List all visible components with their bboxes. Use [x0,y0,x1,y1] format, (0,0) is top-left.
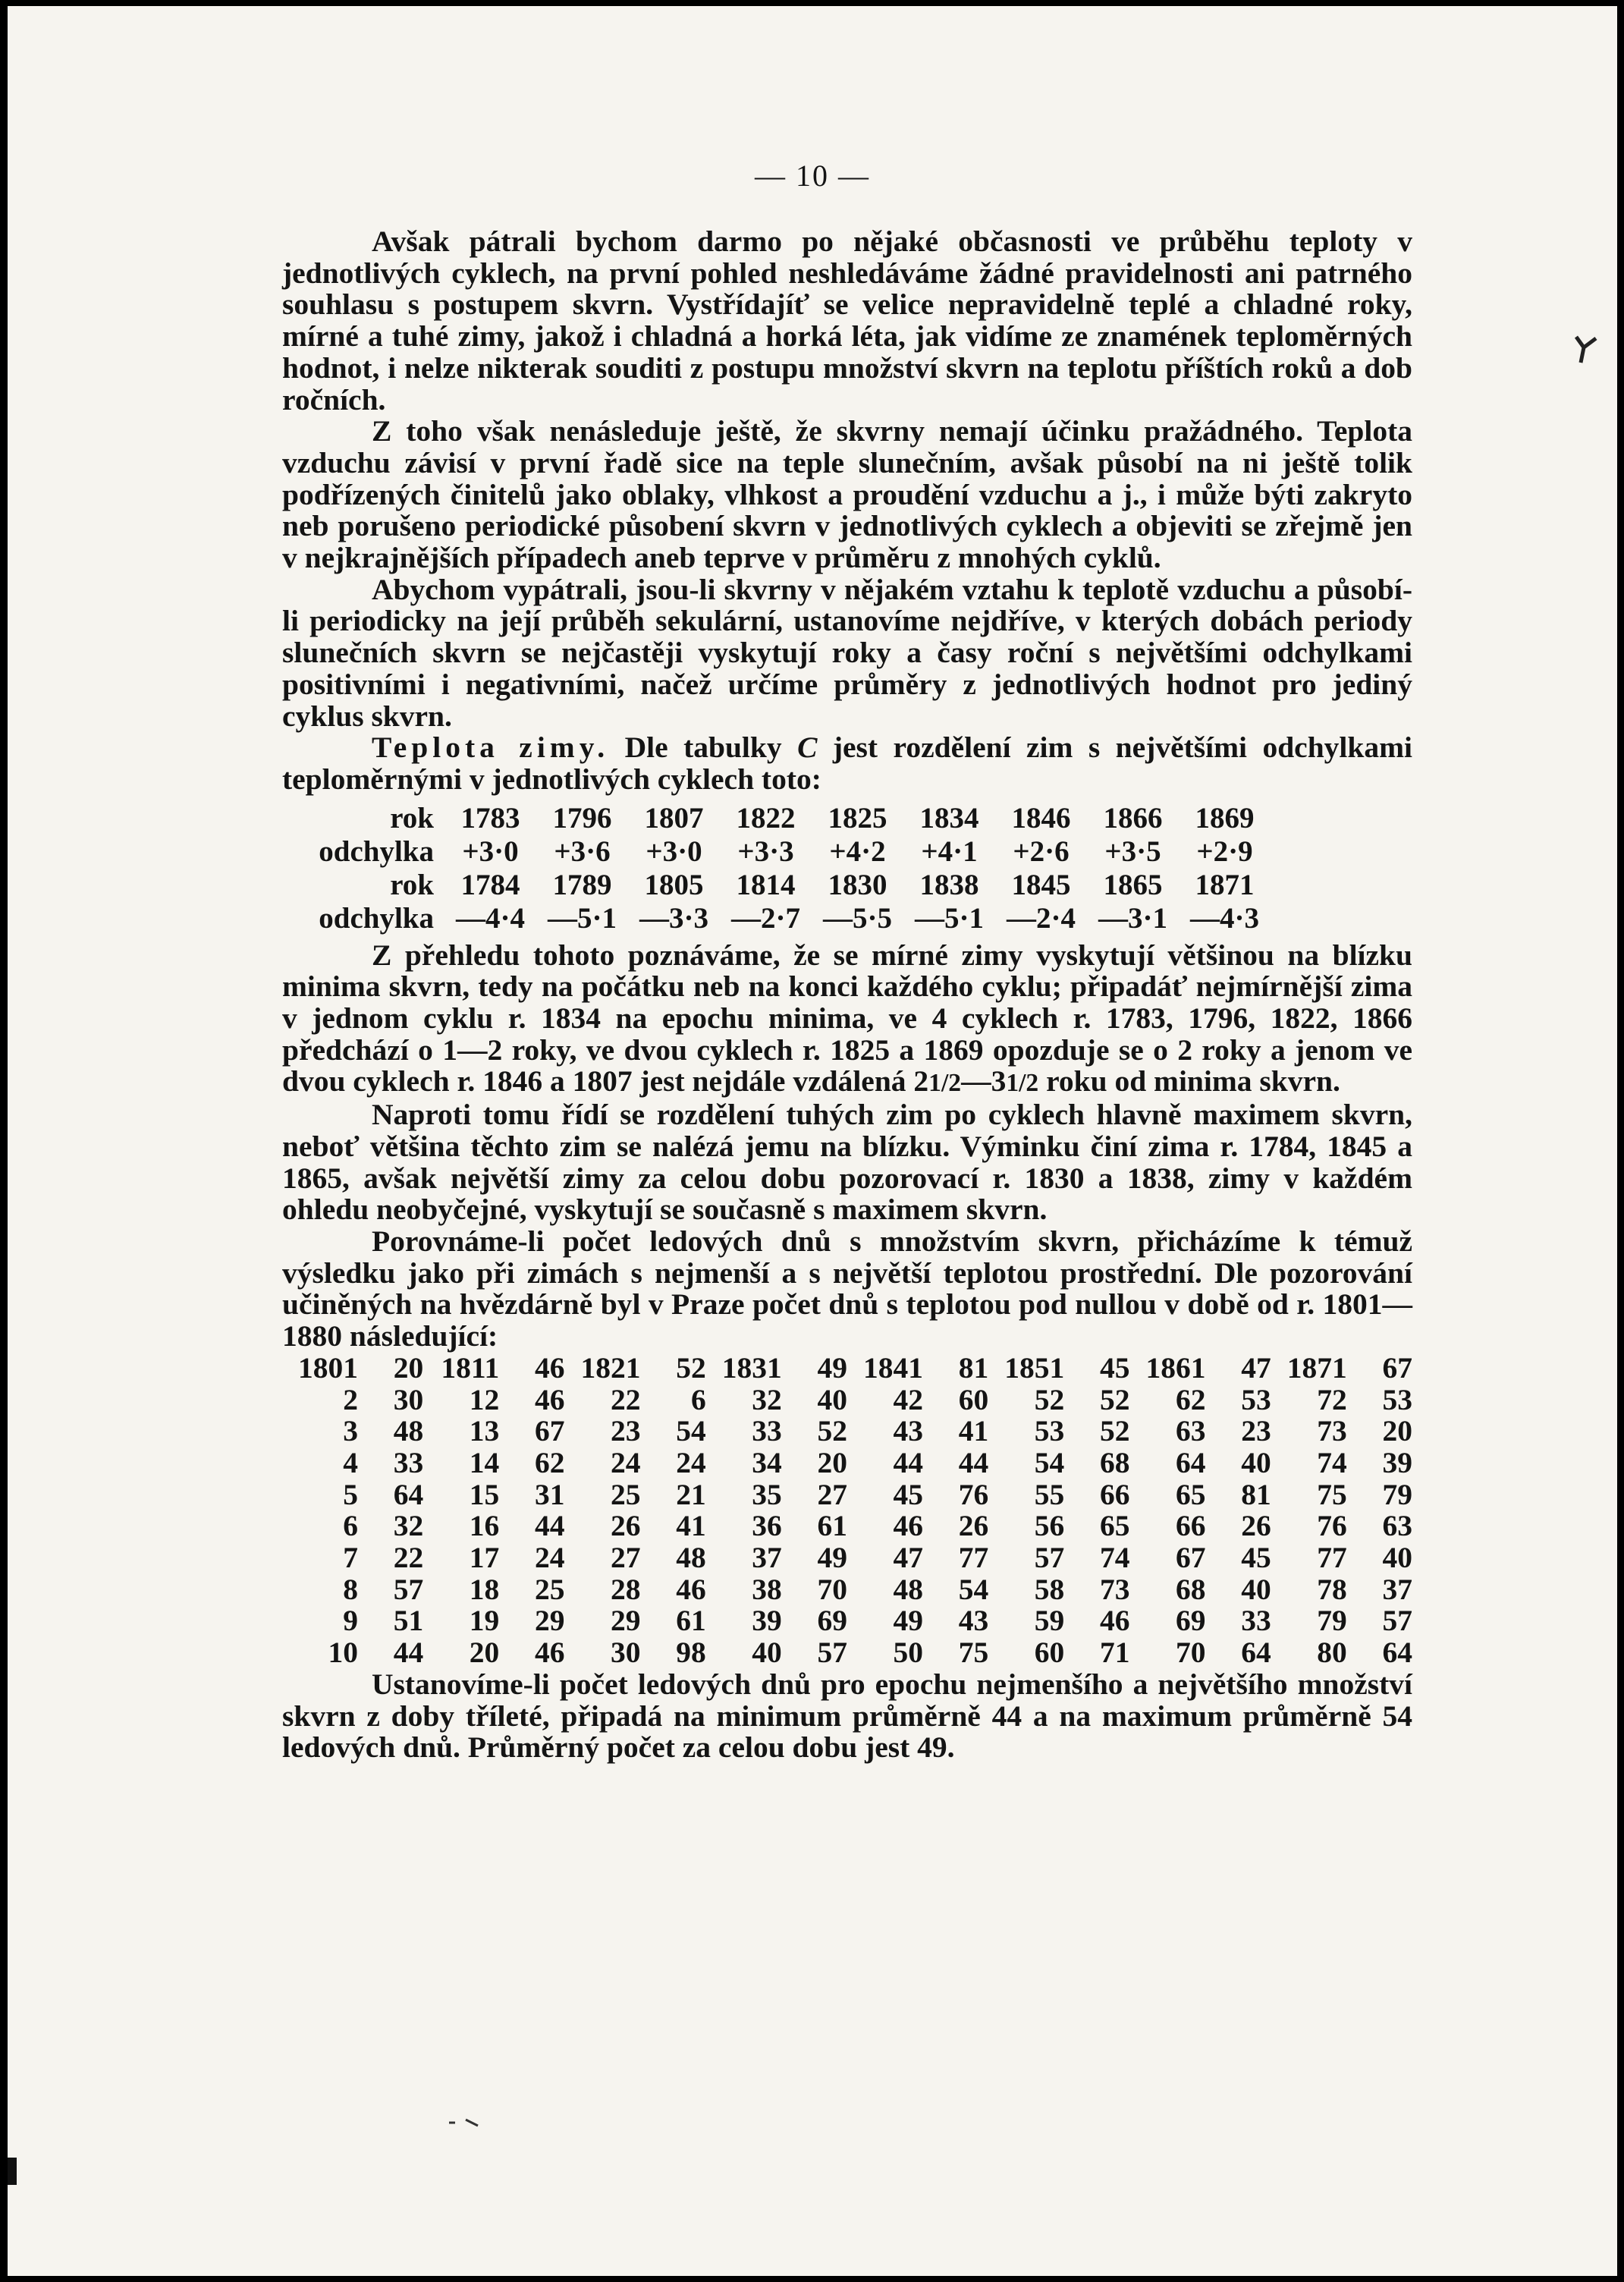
table-c-cell: +4·1 [921,835,978,868]
table-c-cell: 1846 [1011,801,1071,835]
table-ice-days-count: 81 [1241,1477,1271,1511]
table-ice-days-count: 53 [1382,1382,1412,1416]
table-ice-days-count: 39 [1382,1445,1412,1479]
table-ice-days-count: 21 [676,1477,706,1511]
table-ice-days-year: 13 [469,1414,500,1448]
table-ice-days-year: 62 [1176,1382,1206,1416]
table-ice-days-year: 76 [1317,1509,1347,1543]
table-ice-days [282,1350,1412,1670]
table-ice-days-count: 26 [1241,1509,1271,1543]
table-ice-days-row [282,1605,1412,1637]
table-ice-days-year: 64 [1176,1445,1206,1479]
table-ice-days-count: 65 [1100,1509,1130,1543]
table-ice-days-count: 46 [1100,1604,1130,1638]
table-ice-days-year: 17 [469,1541,500,1575]
table-c-cell: —3·3 [639,901,708,935]
table-ice-days-year: 23 [611,1414,641,1448]
table-ice-days-year: 1841 [863,1350,923,1385]
table-ice-days-count: 98 [676,1636,706,1670]
table-ice-days-year: 80 [1317,1636,1347,1670]
table-c-cell: —2·4 [1006,901,1076,935]
table-ice-days-count: 40 [817,1382,847,1416]
table-ice-days-count: 53 [1241,1382,1271,1416]
paragraph-4-text-b: jest rozdělení zim s největšími odchylkami teploměrnými v jednotlivých cyklech toto: [282,731,1412,796]
table-ice-days-count: 41 [958,1414,989,1448]
table-ice-days-year: 8 [343,1572,358,1606]
table-c-cell: —4·3 [1189,901,1259,935]
table-c-cell: +3·6 [554,835,611,868]
table-ice-days-year: 10 [328,1636,358,1670]
table-c-cell: 1814 [736,868,796,901]
table-ice-days-count: 24 [676,1445,706,1479]
table-ice-days-year: 45 [893,1477,923,1511]
table-ice-days-count: 40 [1241,1445,1271,1479]
table-ice-days-count: 40 [1241,1572,1271,1606]
table-c-cell: 1830 [828,868,887,901]
edge-scan-mark [8,2158,24,2191]
table-ice-days-year: 34 [752,1445,782,1479]
table-ice-days-year: 37 [752,1541,782,1575]
table-c-cell: +4·2 [829,835,886,868]
table-winter-deviations [282,802,1271,935]
table-c-cell: +3·3 [737,835,794,868]
table-ice-days-count: 75 [958,1636,989,1670]
speck-mark [448,2117,485,2129]
table-c-row [282,869,1271,902]
table-ice-days-count: 69 [817,1604,847,1638]
paragraph-5 [282,940,1412,1100]
table-c-row-label: rok [390,801,434,835]
table-c-cell: 1869 [1195,801,1255,835]
table-ice-days-count: 49 [817,1541,847,1575]
page-paper [8,6,1617,2276]
table-c-row [282,902,1271,935]
table-ice-days-year: 60 [1034,1636,1065,1670]
table-ice-days-count: 52 [1100,1382,1130,1416]
table-ice-days-count: 48 [393,1414,424,1448]
table-ice-days-count: 52 [676,1350,706,1385]
table-ice-days-count: 46 [535,1382,565,1416]
table-ice-days-year: 72 [1317,1382,1347,1416]
table-ice-days-year: 73 [1317,1414,1347,1448]
table-c-row-label: odchylka [319,901,434,935]
fraction-half-2: 1/2 [1006,1069,1039,1098]
table-ice-days-year: 18 [469,1572,500,1606]
table-ice-days-year: 1801 [298,1350,358,1385]
table-ice-days-count: 77 [958,1541,989,1575]
table-ice-days-count: 33 [393,1445,424,1479]
table-ice-days-year: 43 [893,1414,923,1448]
table-ice-days-count: 26 [958,1509,989,1543]
table-ice-days-year: 46 [893,1509,923,1543]
table-ice-days-count: 46 [676,1572,706,1606]
table-ice-days-year: 69 [1176,1604,1206,1638]
table-ice-days-count: 44 [958,1445,989,1479]
paragraph-1: Avšak pátrali bychom darmo po nějaké občasnosti ve průběhu teploty v jednotlivých cyklech, na první pohled neshledáváme žádné pravidelnosti ani patrného souhlasu s postupem skvrn. Vystřídajíť se velice nepravidelně teplé a chladné roky, mírné a tuhé zimy, jakož i chladná a horká léta, jak vidíme ze znamének teploměrných hodnot, i nelze nikterak souditi z postupu množství skvrn na teplotu příštích roků a dob ročních. [282,225,1412,416]
table-ice-days-count: 44 [393,1636,424,1670]
paragraph-3: Abychom vypátrali, jsou-li skvrny v nějakém vztahu k teplotě vzduchu a působí-li periodicky na její průběh sekulární, ustanovíme nejdříve, v kterých dobách periody slunečních skvrn se nejčastěji vyskytují roky a časy roční s největšími odchylkami positivními i negativními, načež určíme průměry z jednotlivých hodnot pro jediný cyklus skvrn. [282,572,1412,733]
table-ice-days-year: 67 [1176,1541,1206,1575]
table-ice-days-year: 40 [752,1636,782,1670]
table-ice-days-row [282,1385,1412,1416]
table-c-cell: 1796 [552,801,612,835]
paragraph-7: Porovnáme-li počet ledových dnů s množstvím skvrn, přicházíme k témuž výsledku jako při zimách s nejmenší a s největší teplotou prostřední. Dle pozorování učiněných na hvězdárně byl v Praze počet dnů s teplotou pod nullou v době od r. 1801—1880 následující: [282,1224,1412,1353]
table-ice-days-year: 30 [611,1636,641,1670]
table-ice-days-year: 14 [469,1445,500,1479]
table-ice-days-year: 36 [752,1509,782,1543]
table-ice-days-count: 20 [817,1445,847,1479]
table-ice-days-count: 64 [1382,1636,1412,1670]
table-ice-days-year: 47 [893,1541,923,1575]
table-c-cell: +3·0 [646,835,702,868]
table-ice-days-year: 74 [1317,1445,1347,1479]
table-ice-days-count: 61 [676,1604,706,1638]
table-ice-days-count: 23 [1241,1414,1271,1448]
table-c-cell: +3·5 [1104,835,1161,868]
table-c-cell: —3·1 [1098,901,1167,935]
table-ice-days-count: 52 [1100,1414,1130,1448]
table-c-cell: +2·6 [1013,835,1070,868]
table-ice-days-year: 70 [1176,1636,1206,1670]
table-ice-days-count: 70 [817,1572,847,1606]
table-ice-days-year: 9 [343,1604,358,1638]
table-ice-days-year: 2 [343,1382,358,1416]
table-c-row-label: odchylka [319,835,434,868]
table-ice-days-count: 76 [958,1477,989,1511]
paragraph-6: Naproti tomu řídí se rozdělení tuhých zim po cyklech hlavně maximem skvrn, neboť většina těchto zim se nalézá jemu na blízku. Výminku činí zima r. 1784, 1845 a 1865, avšak největší zimy za celou dobu pozorovací r. 1830 a 1838, zimy v každém ohledu neobyčejné, vyskytují se současně s maximem skvrn. [282,1098,1412,1227]
table-c-cell: 1805 [644,868,704,901]
table-ice-days-count: 79 [1382,1477,1412,1511]
table-ice-days-count: 81 [958,1350,989,1385]
table-c-cell: 1845 [1011,868,1071,901]
table-c-row [282,802,1271,835]
table-ice-days-year: 28 [611,1572,641,1606]
table-ice-days-count: 20 [393,1350,424,1385]
table-ice-days-row [282,1353,1412,1385]
paragraph-5-end: roku od minima skvrn. [1038,1064,1340,1099]
table-ice-days-count: 29 [535,1604,565,1638]
table-ice-days-year: 58 [1034,1572,1065,1606]
table-ice-days-year: 38 [752,1572,782,1606]
table-ice-days-year: 57 [1034,1541,1065,1575]
paragraph-4 [282,732,1412,795]
table-c-cell: —4·4 [455,901,525,935]
table-ice-days-count: 25 [535,1572,565,1606]
table-c-cell: +2·9 [1196,835,1253,868]
table-ice-days-count: 68 [1100,1445,1130,1479]
paragraph-4-text-a: Dle tabulky [609,731,798,765]
paragraph-5-text: Z přehledu tohoto poznáváme, že se mírné zimy vyskytují většinou na blízku minima skvrn, tedy na počátku neb na konci každého cyklu; připadáť nejmírnější zima v jednom cyklu r. 1834 na epochu minima, ve 4 cyklech r. 1783, 1796, 1822, 1866 předchází o 1—2 roky, ve dvou cyklech r. 1825 a 1869 opozduje se o 2 roky a jenom ve dvou cyklech r. 1846 a 1807 jest nejdále vzdálená 2 [282,938,1412,1099]
table-ice-days-year: 50 [893,1636,923,1670]
table-ice-days-year: 77 [1317,1541,1347,1575]
table-ice-days-year: 48 [893,1572,923,1606]
paragraph-8: Ustanovíme-li počet ledových dnů pro epochu nejmenšího a největšího množství skvrn z doby tříleté, připadá na minimum průměrně 44 a na maximum průměrně 54 ledových dnů. Průměrný počet za celou dobu jest 49. [282,1667,1412,1765]
table-ice-days-count: 24 [535,1541,565,1575]
table-ice-days-year: 27 [611,1541,641,1575]
table-ice-days-row [282,1416,1412,1447]
table-ice-days-year: 19 [469,1604,500,1638]
table-ice-days-count: 45 [1100,1350,1130,1385]
table-ice-days-count: 43 [958,1604,989,1638]
table-c-row [282,835,1271,869]
table-ice-days-year: 33 [752,1414,782,1448]
fraction-half-1: 1/2 [928,1069,962,1098]
table-c-cell: +3·0 [462,835,519,868]
table-ice-days-count: 22 [393,1541,424,1575]
section-heading-winter: Teplota zimy. [372,731,610,765]
table-ice-days-year: 26 [611,1509,641,1543]
table-ice-days-year: 35 [752,1477,782,1511]
table-ice-days-year: 24 [611,1445,641,1479]
table-ice-days-year: 32 [752,1382,782,1416]
table-ice-days-count: 47 [1241,1350,1271,1385]
table-ice-days-count: 20 [1382,1414,1412,1448]
table-c-cell: 1838 [919,868,979,901]
table-ice-days-count: 33 [1241,1604,1271,1638]
table-c-cell: 1784 [460,868,520,901]
table-ice-days-count: 66 [1100,1477,1130,1511]
table-ice-days-row [282,1479,1412,1511]
table-ice-days-year: 78 [1317,1572,1347,1606]
table-ice-days-year: 22 [611,1382,641,1416]
table-ice-days-row [282,1447,1412,1479]
table-ice-days-year: 16 [469,1509,500,1543]
table-c-cell: —5·1 [547,901,617,935]
table-ice-days-count: 44 [535,1509,565,1543]
table-ice-days-count: 54 [958,1572,989,1606]
table-ice-days-year: 1811 [441,1350,500,1385]
table-ice-days-count: 64 [393,1477,424,1511]
table-ice-days-year: 49 [893,1604,923,1638]
table-ice-days-row [282,1574,1412,1606]
table-ice-days-count: 57 [1382,1604,1412,1638]
table-ice-days-count: 73 [1100,1572,1130,1606]
table-ice-days-count: 49 [817,1350,847,1385]
table-ice-days-year: 15 [469,1477,500,1511]
table-ice-days-year: 39 [752,1604,782,1638]
table-ice-days-year: 68 [1176,1572,1206,1606]
table-ice-days-year: 54 [1034,1445,1065,1479]
table-ice-days-count: 40 [1382,1541,1412,1575]
table-ice-days-count: 27 [817,1477,847,1511]
table-ice-days-year: 1831 [721,1350,782,1385]
table-ice-days-count: 45 [1241,1541,1271,1575]
table-ice-days-year: 1861 [1145,1350,1206,1385]
table-ice-days-count: 48 [676,1541,706,1575]
table-ice-days-year: 53 [1034,1414,1065,1448]
table-c-cell: 1825 [828,801,887,835]
table-ice-days-row [282,1637,1412,1669]
table-ice-days-count: 31 [535,1477,565,1511]
table-ice-days-year: 1871 [1286,1350,1347,1385]
table-ref-c: C [797,731,818,765]
table-c-cell: 1871 [1195,868,1255,901]
table-ice-days-year: 75 [1317,1477,1347,1511]
table-c-cell: 1866 [1103,801,1163,835]
table-c-cell: —5·5 [822,901,892,935]
table-ice-days-year: 12 [469,1382,500,1416]
table-ice-days-count: 67 [1382,1350,1412,1385]
table-c-cell: —5·1 [914,901,984,935]
table-ice-days-count: 64 [1241,1636,1271,1670]
table-ice-days-count: 67 [535,1414,565,1448]
margin-scan-mark [1573,332,1604,366]
table-ice-days-year: 7 [343,1541,358,1575]
table-ice-days-count: 51 [393,1604,424,1638]
table-ice-days-year: 6 [343,1509,358,1543]
table-ice-days-year: 1821 [580,1350,641,1385]
page-content [282,226,1412,1764]
table-ice-days-year: 3 [343,1414,358,1448]
table-ice-days-count: 57 [393,1572,424,1606]
table-ice-days-count: 46 [535,1350,565,1385]
table-ice-days-count: 6 [691,1382,706,1416]
table-c-cell: 1783 [460,801,520,835]
table-ice-days-count: 60 [958,1382,989,1416]
table-ice-days-year: 55 [1034,1477,1065,1511]
table-ice-days-year: 52 [1034,1382,1065,1416]
table-c-cell: 1822 [736,801,796,835]
table-c-cell: 1789 [552,868,612,901]
table-ice-days-row [282,1542,1412,1574]
table-ice-days-count: 57 [817,1636,847,1670]
table-ice-days-year: 65 [1176,1477,1206,1511]
table-ice-days-year: 20 [469,1636,500,1670]
table-ice-days-count: 41 [676,1509,706,1543]
table-ice-days-count: 46 [535,1636,565,1670]
paragraph-2: Z toho však nenásleduje ještě, že skvrny nemají účinku pražádného. Teplota vzduchu závisí v první řadě sice na teple slunečním, avšak působí na ni ještě tolik podřízených činitelů jako oblaky, vlhkost a proudění vzduchu a j., i může býti zakryto neb porušeno periodické působení skvrn v jednotlivých cyklech a objeviti se zřejmě jen v nejkrajnějších případech aneb teprve v průměru z mnohých cyklů. [282,414,1412,575]
table-ice-days-count: 54 [676,1414,706,1448]
table-ice-days-year: 44 [893,1445,923,1479]
table-ice-days-year: 79 [1317,1604,1347,1638]
table-ice-days-count: 37 [1382,1572,1412,1606]
table-ice-days-year: 59 [1034,1604,1065,1638]
table-c-cell: —2·7 [730,901,800,935]
table-ice-days-year: 25 [611,1477,641,1511]
table-ice-days-year: 56 [1034,1509,1065,1543]
table-c-cell: 1865 [1103,868,1163,901]
table-ice-days-count: 32 [393,1509,424,1543]
table-ice-days-year: 4 [343,1445,358,1479]
table-ice-days-count: 52 [817,1414,847,1448]
table-ice-days-count: 62 [535,1445,565,1479]
table-ice-days-year: 66 [1176,1509,1206,1543]
table-ice-days-count: 30 [393,1382,424,1416]
table-ice-days-count: 63 [1382,1509,1412,1543]
table-c-cell: 1807 [644,801,704,835]
table-ice-days-year: 42 [893,1382,923,1416]
paragraph-5-mid: —3 [961,1064,1007,1099]
table-ice-days-count: 74 [1100,1541,1130,1575]
table-ice-days-row [282,1510,1412,1542]
table-ice-days-year: 1851 [1004,1350,1065,1385]
page-number: — 10 — [755,159,870,193]
table-ice-days-year: 5 [343,1477,358,1511]
table-c-row-label: rok [390,868,434,901]
table-ice-days-count: 71 [1100,1636,1130,1670]
table-c-cell: 1834 [919,801,979,835]
table-ice-days-year: 63 [1176,1414,1206,1448]
table-ice-days-count: 61 [817,1509,847,1543]
table-ice-days-year: 29 [611,1604,641,1638]
